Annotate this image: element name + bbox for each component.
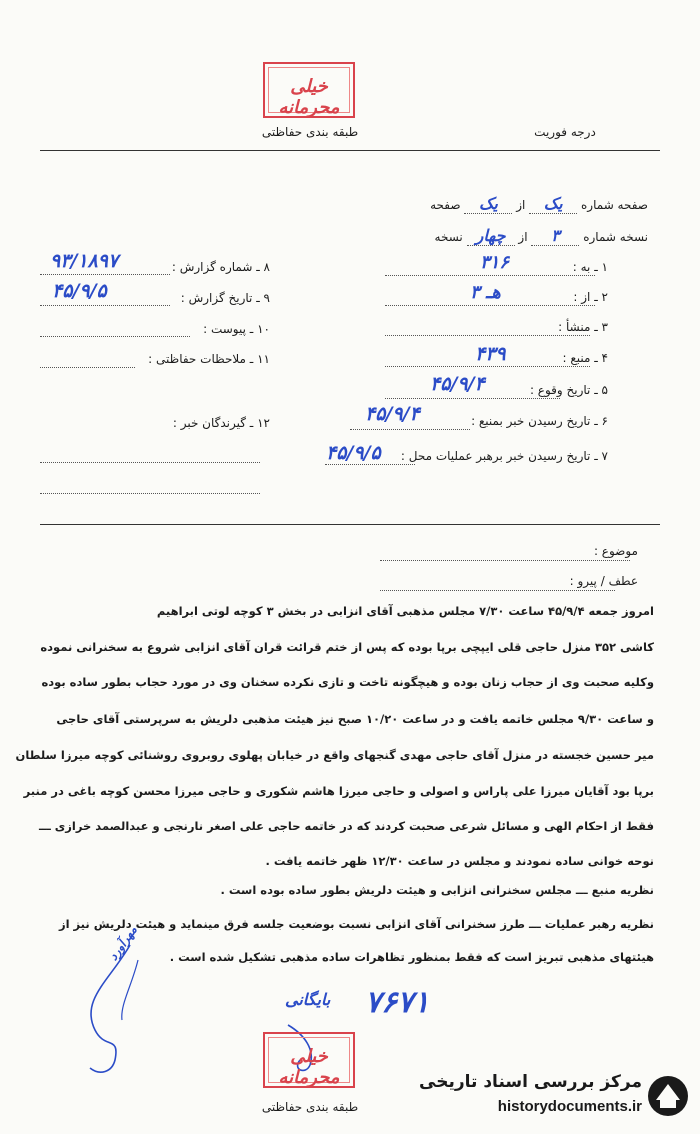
page-unit: صفحه [430,198,461,212]
page-number-row [368,194,648,214]
subject-label: موضوع : [593,544,638,558]
top-stamp-text: خیلی محرمانه [278,76,340,118]
field-occurrence-date-value: ۴۵/۹/۴ [430,373,485,395]
copy-value: ۳ [531,226,579,246]
bottom-stamp-text: خیلی محرمانه [278,1046,340,1088]
field-occurrence-date-label: ۵ ـ تاریخ وقوع : [529,383,608,397]
body-line-6: برپا بود آقایان میرزا علی پاراس و اصولی و حاجی میرزا هاشم شکوری و حاجی میرزا محسن کوچه باغی در منبر [23,784,654,798]
copy-of-label: از [518,230,528,244]
field-attachment-label: ۱۰ ـ پیوست : [203,322,270,336]
watermark-url: historydocuments.ir [497,1098,642,1115]
field-recipients-label: ۱۲ ـ گیرندگان خبر : [172,416,270,430]
page-of-label: از [516,198,526,212]
field-report-number-label: ۸ ـ شماره گزارش : [171,260,270,274]
body-line-1: امروز جمعه ۴۵/۹/۴ ساعت ۷/۳۰ مجلس مذهبی آقای انزابی در بخش ۳ کوچه لوتی ابراهیم [156,604,654,618]
field-leader-receipt-date-value: ۴۵/۹/۵ [326,442,381,464]
top-classification-label: طبقه بندی حفاظتی [261,125,359,139]
bottom-classification-stamp [263,1032,355,1088]
page-label: صفحه شماره [581,198,648,212]
copy-number-row [368,226,648,246]
field-from-value: ۳ هـ [470,282,501,303]
field-report-number-value: ۹۳/۱۸۹۷ [50,250,119,272]
urgency-label: درجه فوریت [534,125,596,139]
field-to-value: ۳۱۶ [480,252,510,273]
body-line-3: وکلیه صحبت وی از حجاب زنان بوده و هیچگونه تاخت و تازی نکرده سخنان وی در مورد حجاب بطور ساده بوده [41,675,654,689]
watermark-text: مرکز بررسی اسناد تاریخی [419,1072,642,1092]
field-report-date-value: ۴۵/۹/۵ [52,280,107,302]
field-security-notes-label: ۱۱ ـ ملاحظات حفاظتی : [148,352,270,366]
field-leader-receipt-date-label: ۷ ـ تاریخ رسیدن خبر برهبر عملیات محل : [400,449,608,463]
copy-of-value: چهار [467,226,515,246]
fields-divider [40,524,660,525]
watermark [419,1068,690,1128]
field-from-label: ۲ ـ از : [573,290,608,304]
body-line-7: فقط از احکام الهی و مسائل شرعی صحبت کردند که در خاتمه حاجی علی اصغر نارنجی و عبدالصمد خرازی ـــ [38,819,654,833]
archive-logo-icon [646,1072,690,1120]
copy-label: نسخه شماره [583,230,648,244]
body-line-8: نوحه خوانی ساده نمودند و مجلس در ساعت ۱۲/۳۰ ظهر خاتمه یافت . [265,854,654,868]
page-of-value: یک [464,194,512,214]
field-report-date-label: ۹ ـ تاریخ گزارش : [180,291,270,305]
bottom-classification-label: طبقه بندی حفاظتی [261,1100,359,1114]
handwritten-initial: بایگانی [285,990,331,1009]
left-margin-note: مهرآورد [106,923,140,964]
handwritten-number: ۷۶۷۱ [365,985,430,1020]
field-source-value: ۴۳۹ [475,343,506,365]
field-source-receipt-date-label: ۶ ـ تاریخ رسیدن خبر بمنبع : [471,414,608,428]
field-origin-label: ۳ ـ منشأ : [558,320,608,334]
field-source-receipt-date-value: ۴۵/۹/۴ [365,403,420,425]
page-value: یک [529,194,577,214]
signature-scribble [60,940,170,1080]
field-source-label: ۴ ـ منبع : [562,351,608,365]
body-line-2: کاشی ۳۵۲ منزل حاجی قلی ایپچی برپا بوده که پس از ختم قرائت قران آقای انزابی شروع به سخنرانی نموده [40,640,654,654]
top-classification-stamp [263,62,355,118]
header-divider [40,150,660,151]
body-line-9: نظریه منبع ـــ مجلس سخنرانی انزابی و هیئت دلریش بطور ساده بوده است . [220,883,654,897]
body-line-5: میر حسین خجسته در منزل آقای حاجی مهدی گنجهای واقع در خیابان پهلوی روبروی روشنائی کوچه میرزا سلطان [15,748,654,762]
body-line-4: و ساعت ۹/۳۰ مجلس خاتمه یافت و در ساعت ۱۰/۲۰ صبح نیز هیئت مذهبی دلریش به سرپرستی آقای حاجی [56,712,654,726]
copy-unit: نسخه [434,230,463,244]
body-line-11: هیئتهای مذهبی تبریز است که فقط بمنظور تظاهرات ساده مذهبی تشکیل شده است . [169,950,654,964]
field-to-label: ۱ ـ به : [572,260,608,274]
body-line-10: نظریه رهبر عملیات ـــ طرز سخنرانی آقای انزابی نسبت بوضعیت جلسه فرق مینماید و هیئت دلریش نیز از [58,917,654,931]
reference-label: عطف / پیرو : [569,574,638,588]
